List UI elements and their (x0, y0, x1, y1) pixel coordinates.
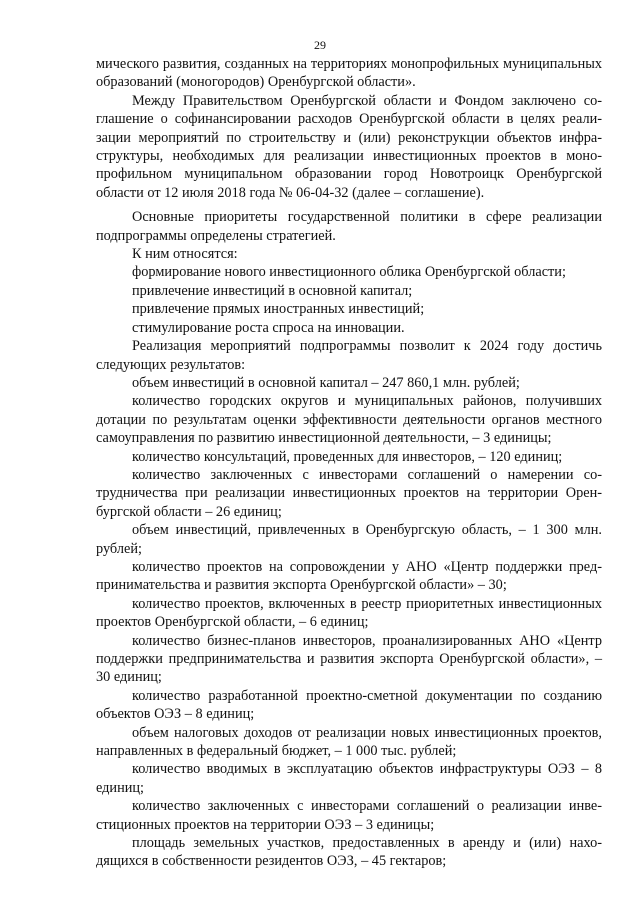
paragraph: количество проектов на сопровождении у АНО «Центр поддержки предпринимательства и развития экспорта Оренбургской области» – 30; (96, 558, 602, 594)
paragraph: количество заключенных с инвесторами соглашений о реализации инвестиционных проектов на территории ОЭЗ – 3 единицы; (96, 798, 602, 833)
page-number: 29 (314, 38, 326, 52)
paragraph: стимулирование роста спроса на инновации. (132, 319, 405, 336)
paragraph: привлечение прямых иностранных инвестиций; (132, 301, 425, 318)
paragraph: К ним относятся: (132, 246, 238, 263)
paragraph: количество бизнес-планов инвесторов, проанализированных АНО «Центр поддержки предпринимательства и развития экспорта Оренбургской области», – 30 единиц; (96, 632, 602, 686)
paragraph: количество разработанной проектно-сметной документации по созданию объектов ОЭЗ – 8 единиц; (96, 687, 602, 723)
paragraph: количество заключенных с инвесторами соглашений о намерении сотрудничества при реализации инвестиционных проектов на территории Оренбургской области – 26 единиц; (96, 466, 602, 520)
document-body (96, 55, 602, 871)
paragraph: мического развития, созданных на территориях монопрофильных муниципальных образований (моногородов) Оренбургской области». (96, 56, 602, 91)
paragraph: количество вводимых в эксплуатацию объектов инфраструктуры ОЭЗ – 8 единиц; (96, 761, 602, 796)
paragraph: объем инвестиций в основной капитал – 247 860,1 млн. рублей; (132, 374, 520, 391)
paragraph: Основные приоритеты государственной политики в сфере реализации подпрограммы определены стратегией. (96, 209, 602, 244)
paragraph: количество городских округов и муниципальных районов, получивших дотации по результатам оценки эффективности деятельности органов местного самоуправления по развитию инвестиционной деятельности, – 3 единицы; (96, 393, 602, 447)
paragraph: площадь земельных участков, предоставленных в аренду и (или) находящихся в собственности резидентов ОЭЗ, – 45 гектаров; (96, 835, 602, 870)
paragraph: Между Правительством Оренбургской области и Фондом заключено соглашение о софинансировании расходов Оренбургской области в целях реализации мероприятий по строительству и (или) реконструкции объектов инфраструктуры, необходимых для реализации инвестиционных проектов в монопрофильном муниципальном образовании город Новотроицк Оренбургской области от 12 июля 2018 года № 06-04-32 (далее – соглашение). (96, 92, 602, 201)
paragraph: количество проектов, включенных в реестр приоритетных инвестиционных проектов Оренбургской области, – 6 единиц; (96, 595, 602, 631)
paragraph: Реализация мероприятий подпрограммы позволит к 2024 году достичь следующих результатов: (96, 338, 602, 373)
paragraph: привлечение инвестиций в основной капитал; (132, 282, 413, 299)
paragraph: объем инвестиций, привлеченных в Оренбургскую область, – 1 300 млн. рублей; (96, 522, 602, 557)
paragraph: количество консультаций, проведенных для инвесторов, – 120 единиц; (132, 448, 563, 465)
paragraph: формирование нового инвестиционного облика Оренбургской области; (132, 264, 566, 281)
paragraph: объем налоговых доходов от реализации новых инвестиционных проектов, направленных в федеральный бюджет, – 1 000 тыс. рублей; (96, 724, 602, 760)
